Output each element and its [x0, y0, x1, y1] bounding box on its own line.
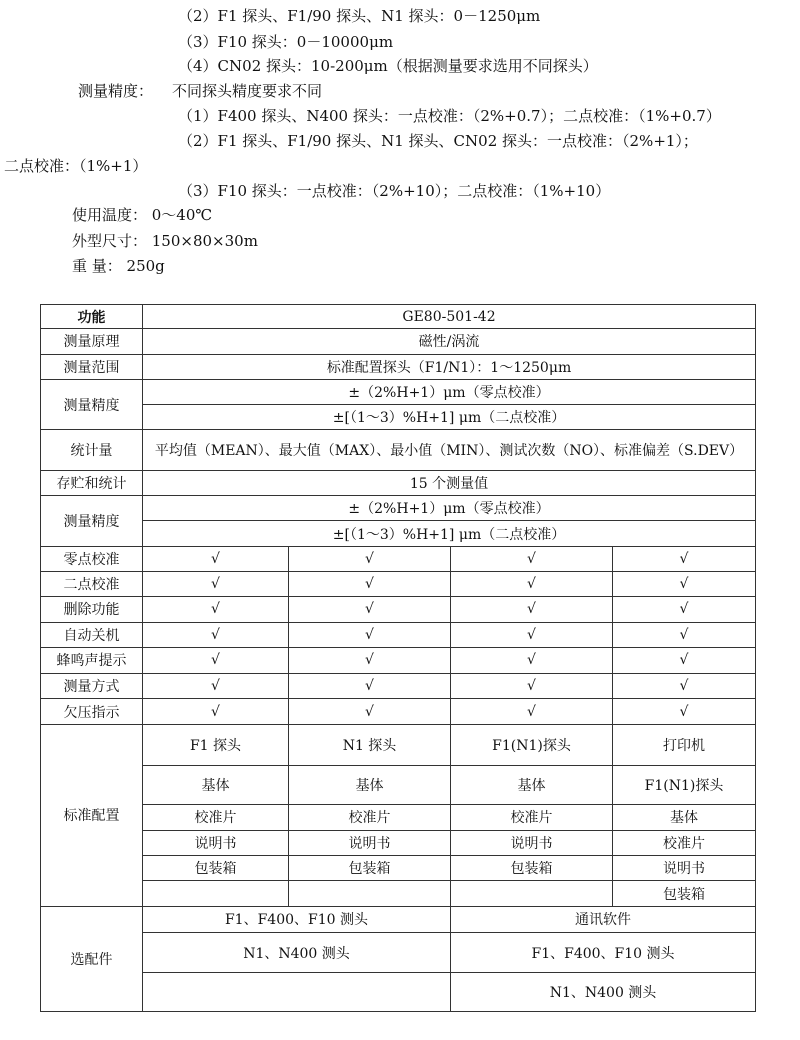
table-row — [41, 906, 756, 932]
stats-label: 统计量 — [41, 430, 143, 470]
check-mark: √ — [613, 597, 756, 622]
check-mark: √ — [613, 546, 756, 571]
range-value: 标准配置探头（F1/N1）：1～1250μm — [143, 354, 756, 379]
storage-label: 存贮和统计 — [41, 470, 143, 495]
check-mark: √ — [289, 699, 451, 724]
table-row — [41, 830, 756, 855]
config-item: F1 探头 — [143, 724, 289, 765]
config-item: 基体 — [613, 804, 756, 830]
accuracy2-two: ±[（1～3）%H+1] μm（二点校准） — [143, 521, 756, 546]
check-mark: √ — [143, 597, 289, 622]
check-mark: √ — [143, 647, 289, 673]
header-label: 功能 — [41, 305, 143, 329]
table-row — [41, 804, 756, 830]
check-mark: √ — [289, 647, 451, 673]
accuracy-zero: ±（2%H+1）μm（零点校准） — [143, 379, 756, 404]
table-row — [41, 379, 756, 404]
config-item — [143, 881, 289, 906]
stats-value: 平均值（MEAN）、最大值（MAX）、最小值（MIN）、测试次数（NO）、标准偏差（S.DEV） — [143, 430, 756, 470]
option-item: N1、N400 测头 — [143, 933, 451, 973]
check-mark: √ — [451, 622, 613, 647]
accuracy-two: ±[（1～3）%H+1] μm（二点校准） — [143, 405, 756, 430]
config-item: 说明书 — [143, 830, 289, 855]
accuracy2-zero: ±（2%H+1）μm（零点校准） — [143, 496, 756, 521]
size-line: 外型尺寸： 150×80×30m — [72, 232, 258, 250]
config-item: 基体 — [451, 766, 613, 804]
table-row — [41, 597, 756, 622]
config-item: 包装箱 — [289, 856, 451, 881]
config-item: 说明书 — [451, 830, 613, 855]
option-item: 通讯软件 — [451, 906, 756, 932]
principle-value: 磁性/涡流 — [143, 329, 756, 354]
check-mark: √ — [451, 699, 613, 724]
option-item: F1、F400、F10 测头 — [143, 906, 451, 932]
table-row — [41, 354, 756, 379]
feature-label: 蜂鸣声提示 — [41, 647, 143, 673]
table-row — [41, 699, 756, 724]
table-row — [41, 881, 756, 906]
table-row — [41, 724, 756, 765]
config-item: F1(N1)探头 — [613, 766, 756, 804]
storage-value: 15 个测量值 — [143, 470, 756, 495]
accuracy-label: 测量精度： — [78, 82, 154, 100]
table-row — [41, 674, 756, 699]
config-item: 校准片 — [613, 830, 756, 855]
config-item: N1 探头 — [289, 724, 451, 765]
feature-label: 自动关机 — [41, 622, 143, 647]
spec-table — [40, 304, 756, 1012]
table-row — [41, 571, 756, 596]
config-item — [451, 881, 613, 906]
check-mark: √ — [143, 699, 289, 724]
check-mark: √ — [613, 571, 756, 596]
check-mark: √ — [613, 674, 756, 699]
table-row — [41, 546, 756, 571]
check-mark: √ — [613, 699, 756, 724]
table-row — [41, 305, 756, 329]
config-item: F1(N1)探头 — [451, 724, 613, 765]
check-mark: √ — [289, 571, 451, 596]
check-mark: √ — [451, 546, 613, 571]
table-row — [41, 622, 756, 647]
table-row — [41, 973, 756, 1012]
table-row — [41, 521, 756, 546]
temperature-line: 使用温度： 0～40℃ — [72, 206, 213, 224]
accuracy-line-2-cont: 二点校准：（1%+1） — [4, 157, 148, 175]
config-item: 打印机 — [613, 724, 756, 765]
probe-range-line-4: （4）CN02 探头：10-200μm（根据测量要求选用不同探头） — [178, 57, 598, 75]
accuracy2-label-cell: 测量精度 — [41, 496, 143, 547]
table-row — [41, 405, 756, 430]
check-mark: √ — [451, 647, 613, 673]
config-item: 说明书 — [289, 830, 451, 855]
feature-label: 删除功能 — [41, 597, 143, 622]
model-value: GE80-501-42 — [143, 305, 756, 329]
config-item: 包装箱 — [143, 856, 289, 881]
check-mark: √ — [143, 546, 289, 571]
feature-label: 零点校准 — [41, 546, 143, 571]
weight-line: 重 量： 250g — [72, 257, 165, 275]
range-label: 测量范围 — [41, 354, 143, 379]
probe-range-line-2: （2）F1 探头、F1/90 探头、N1 探头：0－1250μm — [178, 7, 541, 25]
check-mark: √ — [289, 597, 451, 622]
option-item: N1、N400 测头 — [451, 973, 756, 1012]
probe-range-line-3: （3）F10 探头：0－10000μm — [178, 33, 394, 51]
feature-label: 欠压指示 — [41, 699, 143, 724]
options-label: 选配件 — [41, 906, 143, 1011]
check-mark: √ — [451, 571, 613, 596]
feature-label: 测量方式 — [41, 674, 143, 699]
config-item: 校准片 — [143, 804, 289, 830]
config-item: 基体 — [143, 766, 289, 804]
option-item: F1、F400、F10 测头 — [451, 933, 756, 973]
config-item: 说明书 — [613, 856, 756, 881]
accuracy-line-1: （1）F400 探头、N400 探头：一点校准：（2%+0.7）；二点校准：（1%+0.7） — [178, 107, 721, 125]
config-item: 校准片 — [289, 804, 451, 830]
config-item: 基体 — [289, 766, 451, 804]
table-row — [41, 647, 756, 673]
check-mark: √ — [143, 674, 289, 699]
check-mark: √ — [143, 571, 289, 596]
table-row — [41, 496, 756, 521]
config-item: 校准片 — [451, 804, 613, 830]
check-mark: √ — [289, 546, 451, 571]
feature-label: 二点校准 — [41, 571, 143, 596]
check-mark: √ — [613, 622, 756, 647]
table-row — [41, 430, 756, 470]
config-label: 标准配置 — [41, 724, 143, 906]
config-item: 包装箱 — [451, 856, 613, 881]
config-item: 包装箱 — [613, 881, 756, 906]
accuracy-text: 不同探头精度要求不同 — [172, 82, 323, 100]
option-item — [143, 973, 451, 1012]
accuracy-label-cell: 测量精度 — [41, 379, 143, 430]
check-mark: √ — [143, 622, 289, 647]
table-row — [41, 470, 756, 495]
check-mark: √ — [289, 674, 451, 699]
check-mark: √ — [289, 622, 451, 647]
table-row — [41, 329, 756, 354]
check-mark: √ — [451, 597, 613, 622]
accuracy-line-3: （3）F10 探头：一点校准：（2%+10）；二点校准：（1%+10） — [178, 182, 611, 200]
accuracy-line-2: （2）F1 探头、F1/90 探头、N1 探头、CN02 探头：一点校准：（2%+1）； — [178, 132, 698, 150]
table-row — [41, 933, 756, 973]
check-mark: √ — [451, 674, 613, 699]
table-row — [41, 766, 756, 804]
check-mark: √ — [613, 647, 756, 673]
config-item — [289, 881, 451, 906]
table-row — [41, 856, 756, 881]
principle-label: 测量原理 — [41, 329, 143, 354]
